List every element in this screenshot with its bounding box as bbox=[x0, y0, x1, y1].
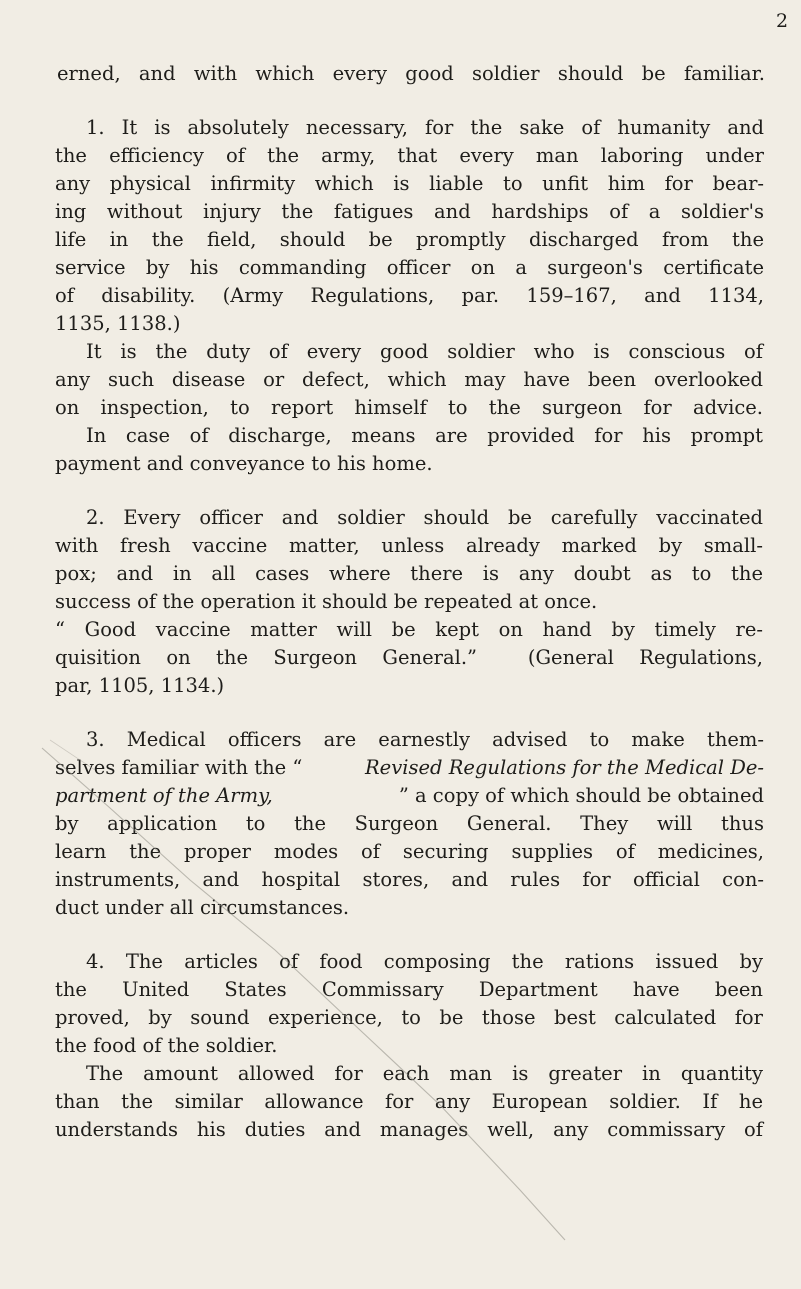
text-line bbox=[55, 758, 764, 778]
text-line: the food of the soldier. bbox=[55, 1034, 278, 1057]
text-line: instruments, and hospital stores, and rules for official con- bbox=[55, 868, 764, 891]
text-line: erned, and with which every good soldier should be familiar. bbox=[57, 62, 765, 85]
text-line: than the similar allowance for any European soldier. If he bbox=[55, 1090, 763, 1113]
text-line: duct under all circumstances. bbox=[55, 896, 350, 919]
text-line: success of the operation it should be repeated at once. bbox=[55, 590, 598, 613]
text-line: 4. The articles of food composing the rations issued by bbox=[86, 950, 763, 973]
text-line: ing without injury the fatigues and hardships of a soldier's bbox=[55, 200, 764, 223]
text-line: par, 1105, 1134.) bbox=[55, 674, 225, 697]
text-line: pox; and in all cases where there is any doubt as to the bbox=[55, 562, 763, 585]
text-line: learn the proper modes of securing supplies of medicines, bbox=[55, 840, 764, 863]
text-line: any such disease or defect, which may have been overlooked bbox=[55, 368, 763, 391]
text-line: “ Good vaccine matter will be kept on hand by timely re- bbox=[55, 618, 763, 641]
text-line: the efficiency of the army, that every man laboring under bbox=[55, 144, 764, 167]
page-number: 2 bbox=[776, 10, 789, 32]
text-line: It is the duty of every good soldier who is conscious of bbox=[86, 340, 763, 363]
text-line: of disability. (Army Regulations, par. 159–167, and 1134, bbox=[55, 284, 764, 307]
text-span: ” a copy of which should be obtained bbox=[398, 784, 764, 807]
text-line: on inspection, to report himself to the surgeon for advice. bbox=[55, 396, 763, 419]
text-line: understands his duties and manages well, any commissary of bbox=[55, 1118, 763, 1141]
text-line: any physical infirmity which is liable to unfit him for bear- bbox=[55, 172, 764, 195]
text-line: life in the field, should be promptly discharged from the bbox=[55, 228, 764, 251]
text-line bbox=[55, 786, 764, 806]
text-line: 1. It is absolutely necessary, for the sake of humanity and bbox=[86, 116, 764, 139]
text-line: 3. Medical officers are earnestly advised to make them- bbox=[86, 728, 764, 751]
text-span-italic: Revised Regulations for the Medical De- bbox=[365, 756, 764, 779]
text-line: 1135, 1138.) bbox=[55, 312, 181, 335]
text-line: The amount allowed for each man is greater in quantity bbox=[86, 1062, 763, 1085]
text-line: by application to the Surgeon General. They will thus bbox=[55, 812, 764, 835]
text-line: proved, by sound experience, to be those best calculated for bbox=[55, 1006, 763, 1029]
text-line: In case of discharge, means are provided for his prompt bbox=[86, 424, 763, 447]
text-line: 2. Every officer and soldier should be carefully vaccinated bbox=[86, 506, 763, 529]
text-span-italic: partment of the Army, bbox=[55, 784, 273, 807]
text-line: quisition on the Surgeon General.” (General Regulations, bbox=[55, 646, 763, 669]
text-line: the United States Commissary Department have been bbox=[55, 978, 763, 1001]
text-line: service by his commanding officer on a surgeon's certificate bbox=[55, 256, 764, 279]
text-line: with fresh vaccine matter, unless already marked by small- bbox=[55, 534, 763, 557]
text-span: selves familiar with the “ bbox=[55, 756, 303, 779]
text-line: payment and conveyance to his home. bbox=[55, 452, 433, 475]
